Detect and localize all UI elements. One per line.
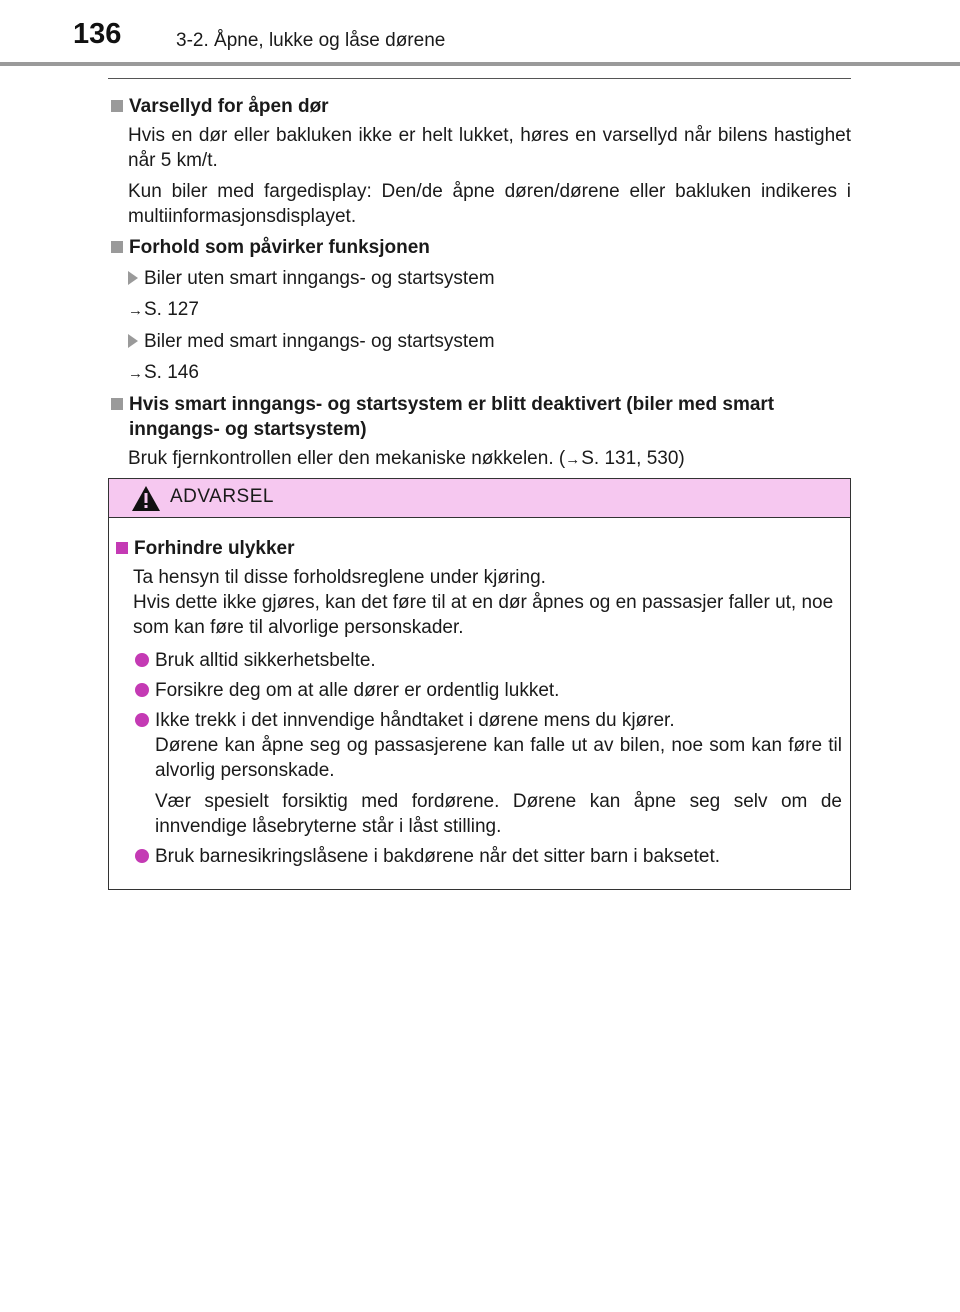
section-heading xyxy=(108,392,851,442)
warning-bullet xyxy=(113,648,842,673)
paragraph: Kun biler med fargedisplay: Den/de åpne døren/dørene eller bakluken indikeres i multiinformasjonsdisplayet. xyxy=(128,181,851,227)
page-reference[interactable] xyxy=(128,360,851,386)
warning-bullet xyxy=(113,844,842,869)
sub-item-text: Biler med smart inngangs- og startsystem xyxy=(144,331,495,352)
warning-header xyxy=(109,479,850,518)
square-bullet-icon xyxy=(111,241,123,253)
paragraph xyxy=(128,446,851,472)
bullet-text: Bruk alltid sikkerhetsbelte. xyxy=(155,650,376,671)
square-bullet-icon xyxy=(116,542,128,554)
warning-bullet xyxy=(113,708,842,783)
page-number: 136 xyxy=(73,18,122,50)
warning-intro-line: Hvis dette ikke gjøres, kan det føre til at en dør åpnes og en passasjer faller ut, noe som kan føre til alvorlige personskader. xyxy=(133,592,834,638)
arrow-right-icon: → xyxy=(128,365,143,382)
triangle-arrow-icon xyxy=(128,271,138,285)
section-heading xyxy=(108,235,851,260)
bullet-text: Forsikre deg om at alle dører er ordentlig lukket. xyxy=(155,680,560,701)
header-divider xyxy=(0,62,960,66)
content-divider xyxy=(108,78,851,79)
warning-heading-text: Forhindre ulykker xyxy=(134,538,295,559)
bullet-text: Dørene kan åpne seg og passasjerene kan falle ut av bilen, noe som kan føre til alvorlig personskade. xyxy=(155,735,842,781)
section-heading-text: Forhold som påvirker funksjonen xyxy=(129,237,430,258)
square-bullet-icon xyxy=(111,398,123,410)
warning-intro-line: Ta hensyn til disse forholdsreglene under kjøring. xyxy=(133,567,546,588)
warning-title: ADVARSEL xyxy=(170,486,274,507)
main-content xyxy=(108,90,851,472)
round-bullet-icon xyxy=(135,683,149,697)
round-bullet-icon xyxy=(135,653,149,667)
page-reference-text[interactable]: S. 131, 530) xyxy=(581,448,685,469)
paragraph: Hvis en dør eller bakluken ikke er helt lukket, høres en varsellyd når bilens hastighet når 5 km/t. xyxy=(128,125,851,171)
section-heading-text: Hvis smart inngangs- og startsystem er blitt deaktivert (biler med smart inngangs- og startsystem) xyxy=(129,394,775,440)
round-bullet-icon xyxy=(135,849,149,863)
sub-item xyxy=(128,266,851,291)
arrow-right-icon: → xyxy=(565,451,581,468)
bullet-text: Bruk barnesikringslåsene i bakdørene når det sitter barn i baksetet. xyxy=(155,846,721,867)
paragraph-text: Bruk fjernkontrollen eller den mekaniske nøkkelen. ( xyxy=(128,448,566,469)
warning-triangle-icon xyxy=(131,485,161,512)
bullet-text: Ikke trekk i det innvendige håndtaket i dørene mens du kjører. xyxy=(155,710,675,731)
warning-heading xyxy=(113,536,842,561)
section-heading-text: Varsellyd for åpen dør xyxy=(129,96,329,117)
section-heading xyxy=(108,94,851,119)
warning-bullet xyxy=(113,678,842,703)
page-reference-text[interactable]: S. 127 xyxy=(144,299,199,320)
sub-item xyxy=(128,329,851,354)
arrow-right-icon: → xyxy=(128,302,143,319)
chapter-title: 3-2. Åpne, lukke og låse dørene xyxy=(176,30,446,51)
warning-note: Vær spesielt forsiktig med fordørene. Dørene kan åpne seg selv om de innvendige låsebryterne står i låst stilling. xyxy=(155,791,842,837)
round-bullet-icon xyxy=(135,713,149,727)
square-bullet-icon xyxy=(111,100,123,112)
page-header xyxy=(0,0,960,66)
sub-item-text: Biler uten smart inngangs- og startsystem xyxy=(144,268,495,289)
page-reference-text[interactable]: S. 146 xyxy=(144,362,199,383)
warning-box xyxy=(108,478,851,890)
triangle-arrow-icon xyxy=(128,334,138,348)
warning-body xyxy=(109,518,850,869)
page-reference[interactable] xyxy=(128,297,851,323)
warning-paragraph xyxy=(133,565,842,640)
